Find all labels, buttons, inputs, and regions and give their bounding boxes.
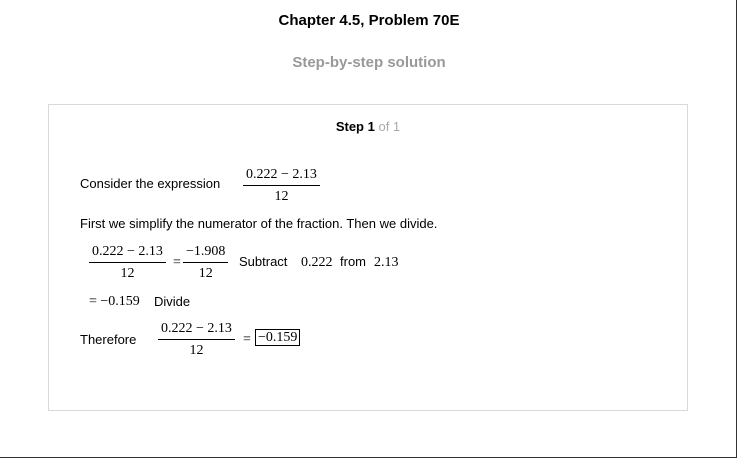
final-fraction bbox=[158, 321, 235, 359]
fraction-denominator: 12 bbox=[274, 189, 289, 204]
solution-card bbox=[48, 104, 688, 411]
page-title: Chapter 4.5, Problem 70E bbox=[278, 12, 460, 29]
step-header bbox=[49, 119, 687, 134]
from-value: 2.13 bbox=[374, 255, 399, 270]
fraction-numerator: 0.222 − 2.13 bbox=[89, 244, 166, 263]
fraction-denominator: 12 bbox=[189, 343, 204, 358]
result-line: = −0.159 bbox=[89, 294, 140, 309]
consider-text: Consider the expression bbox=[80, 176, 221, 191]
expression-fraction bbox=[243, 167, 320, 205]
final-equals-sign: = bbox=[243, 332, 251, 347]
equals-sign: = bbox=[173, 255, 181, 270]
divide-label: Divide bbox=[154, 294, 191, 309]
fraction-denominator: 12 bbox=[120, 266, 135, 281]
fraction-numerator: −1.908 bbox=[183, 244, 228, 263]
therefore-label: Therefore bbox=[80, 332, 137, 347]
from-label: from bbox=[340, 254, 366, 269]
subtract-label: Subtract bbox=[239, 254, 288, 269]
step-fraction-right bbox=[183, 244, 228, 282]
fraction-numerator: 0.222 − 2.13 bbox=[243, 167, 320, 186]
step-count: of 1 bbox=[378, 119, 401, 134]
explanation-text: First we simplify the numerator of the fraction. Then we divide. bbox=[80, 216, 438, 231]
final-answer-box bbox=[255, 330, 300, 346]
solution-subtitle: Step-by-step solution bbox=[292, 54, 446, 71]
fraction-numerator: 0.222 − 2.13 bbox=[158, 321, 235, 340]
subtract-value: 0.222 bbox=[301, 255, 333, 270]
final-answer: −0.159 bbox=[255, 329, 300, 346]
fraction-denominator: 12 bbox=[198, 266, 213, 281]
step-label: Step 1 bbox=[335, 119, 375, 134]
step-fraction-left bbox=[89, 244, 166, 282]
